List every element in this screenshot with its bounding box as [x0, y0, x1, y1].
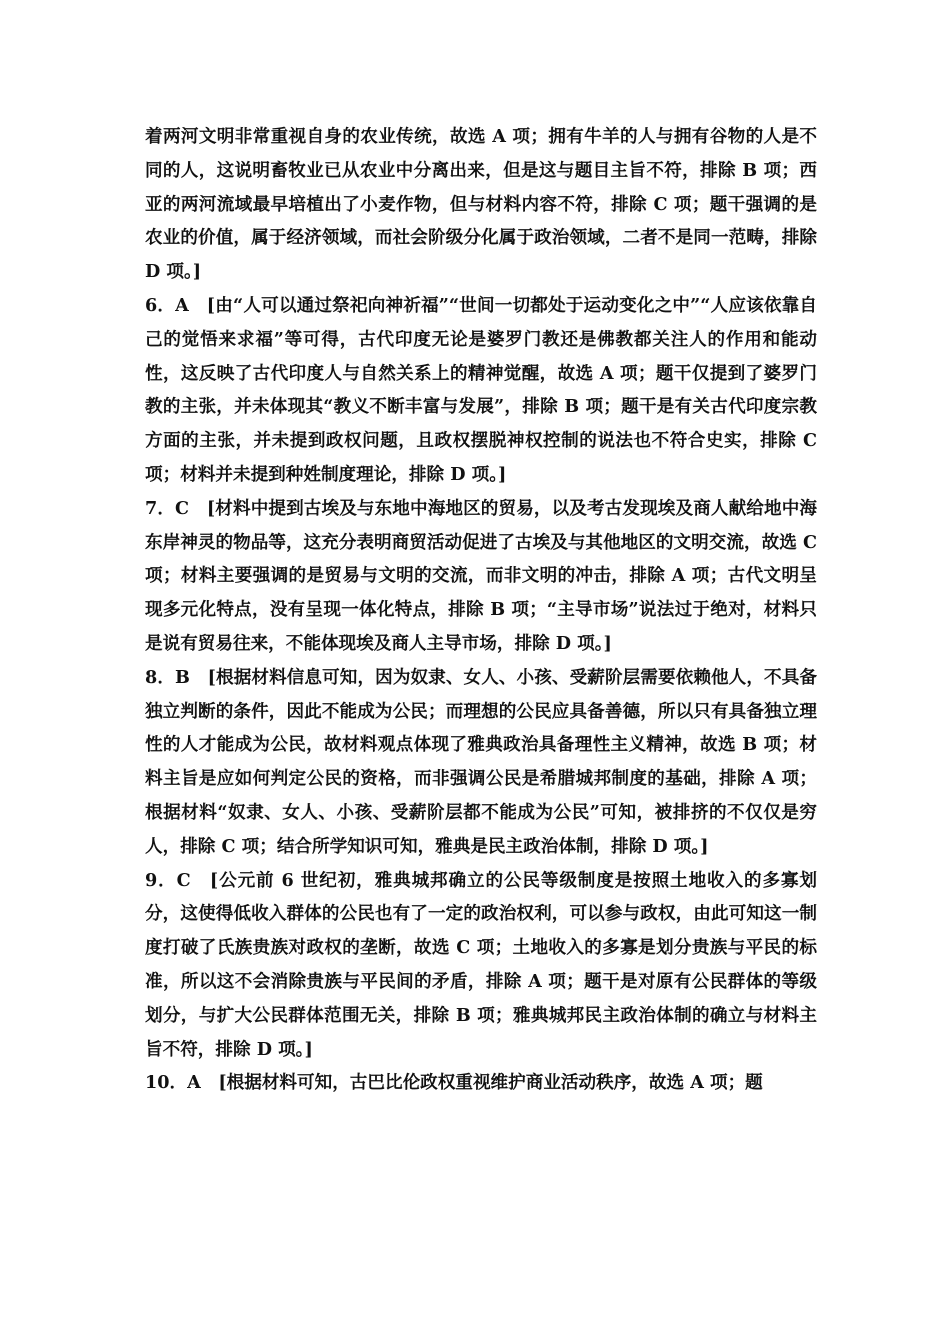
answer-text-block	[145, 120, 817, 1100]
answer-paragraph-8: 8．B [根据材料信息可知，因为奴隶、女人、小孩、受薪阶层需要依赖他人，不具备独立判断的条件，因此不能成为公民；而理想的公民应具备善德，所以只有具备独立理性的人才能成为公民，故材料观点体现了雅典政治具备理性主义精神，故选 B 项；材料主旨是应如何判定公民的资格，而非强调公民是希腊城邦制度的基础，排除 A 项；根据材料“奴隶、女人、小孩、受薪阶层都不能成为公民”可知，被排挤的不仅仅是穷人，排除 C 项；结合所学知识可知，雅典是民主政治体制，排除 D 项。]	[145, 666, 817, 857]
answer-paragraph-7: 7．C [材料中提到古埃及与东地中海地区的贸易，以及考古发现埃及商人献给地中海东岸神灵的物品等，这充分表明商贸活动促进了古埃及与其他地区的文明交流，故选 C 项；材料主要强调的是贸易与文明的交流，而非文明的冲击，排除 A 项；古代文明呈现多元化特点，没有呈现一体化特点，排除 B 项；“主导市场”说法过于绝对，材料只是说有贸易往来，不能体现埃及商人主导市场，排除 D 项。]	[145, 497, 817, 654]
answer-paragraph-10: 10．A [根据材料可知，古巴比伦政权重视维护商业活动秩序，故选 A 项；题	[145, 1072, 763, 1094]
answer-paragraph-9: 9．C [公元前 6 世纪初，雅典城邦确立的公民等级制度是按照土地收入的多寡划分，这使得低收入群体的公民也有了一定的政治权利，可以参与政权，由此可知这一制度打破了氏族贵族对政权的垄断，故选 C 项；土地收入的多寡是划分贵族与平民的标准，所以这不会消除贵族与平民间的矛盾，排除 A 项；题干是对原有公民群体的等级划分，与扩大公民群体范围无关，排除 B 项；雅典城邦民主政治体制的确立与材料主旨不符，排除 D 项。]	[145, 869, 817, 1060]
answer-paragraph-6: 6．A [由“人可以通过祭祀向神祈福”“世间一切都处于运动变化之中”“人应该依靠自己的觉悟来求福”等可得，古代印度无论是婆罗门教还是佛教都关注人的作用和能动性，这反映了古代印度人与自然关系上的精神觉醒，故选 A 项；题干仅提到了婆罗门教的主张，并未体现其“教义不断丰富与发展”，排除 B 项；题干是有关古代印度宗教方面的主张，并未提到政权问题，且政权摆脱神权控制的说法也不符合史实，排除 C 项；材料并未提到种姓制度理论，排除 D 项。]	[145, 294, 817, 485]
answer-paragraph-5-continued: 着两河文明非常重视自身的农业传统，故选 A 项；拥有牛羊的人与拥有谷物的人是不同的人，这说明畜牧业已从农业中分离出来，但是这与题目主旨不符，排除 B 项；西亚的两河流域最早培植出了小麦作物，但与材料内容不符，排除 C 项；题干强调的是农业的价值，属于经济领域，而社会阶级分化属于政治领域，二者不是同一范畴，排除 D 项。]	[145, 126, 817, 283]
